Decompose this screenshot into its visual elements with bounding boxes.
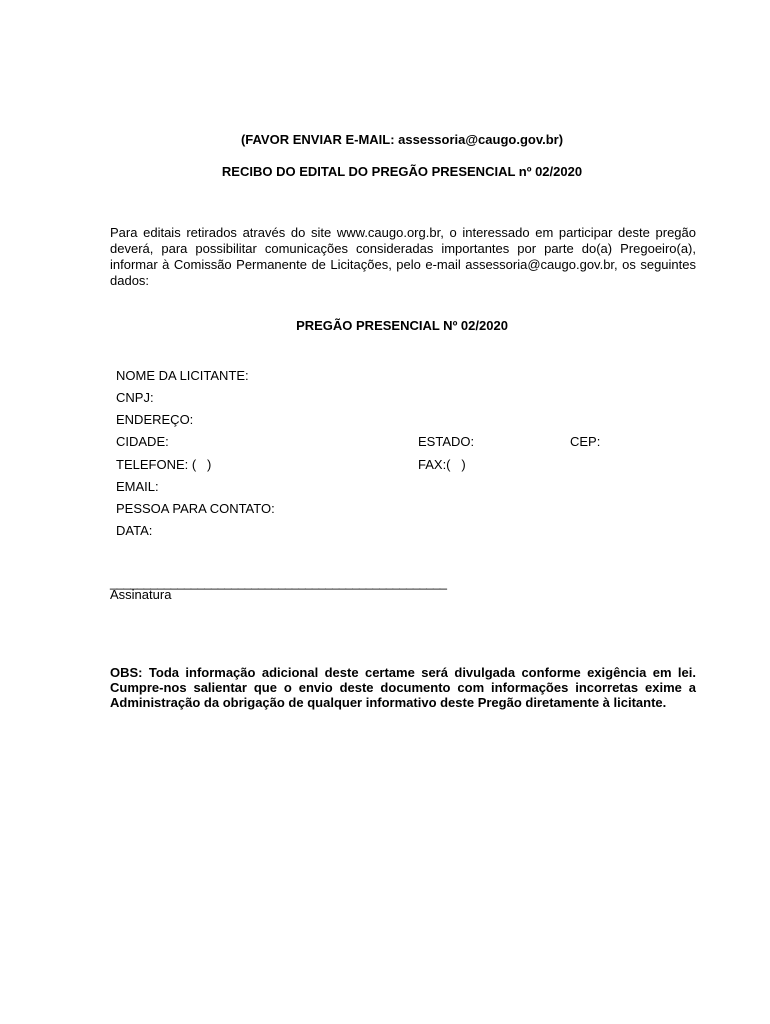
- receipt-title: RECIBO DO EDITAL DO PREGÃO PRESENCIAL nº 02/2020: [221, 164, 583, 179]
- signature-label: Assinatura: [110, 587, 172, 602]
- field-nome-licitante: NOME DA LICITANTE:: [116, 368, 249, 383]
- field-endereco: ENDEREÇO:: [116, 412, 194, 427]
- field-telefone: TELEFONE: ( ): [116, 457, 212, 472]
- field-cnpj: CNPJ:: [116, 390, 154, 405]
- field-fax: FAX:( ): [418, 457, 466, 472]
- signature-line: __________________________________________________: [110, 575, 447, 590]
- field-email: EMAIL:: [116, 479, 159, 494]
- field-cep: CEP:: [570, 434, 601, 449]
- intro-paragraph: Para editais retirados através do site www.caugo.org.br, o interessado em participar deste pregão deverá, para possibilitar comunicações consideradas importantes por parte do(a) Pregoeiro(a), informar à Comissão Permanente de Licitações, pelo e-mail assessoria@caugo.gov.br, os seguintes dados:: [110, 225, 696, 288]
- field-estado: ESTADO:: [418, 434, 475, 449]
- field-pessoa-contato: PESSOA PARA CONTATO:: [116, 501, 275, 516]
- obs-paragraph: OBS: Toda informação adicional deste certame será divulgada conforme exigência em lei. Cumpre-nos salientar que o envio deste documento com informações incorretas exime a Administração da obrigação de qualquer informativo deste Pregão diretamente à licitante.: [110, 665, 696, 710]
- field-cidade: CIDADE:: [116, 434, 169, 449]
- field-data: DATA:: [116, 523, 153, 538]
- email-request-line: (FAVOR ENVIAR E-MAIL: assessoria@caugo.gov.br): [240, 132, 564, 147]
- pregao-heading: PREGÃO PRESENCIAL Nº 02/2020: [296, 318, 508, 333]
